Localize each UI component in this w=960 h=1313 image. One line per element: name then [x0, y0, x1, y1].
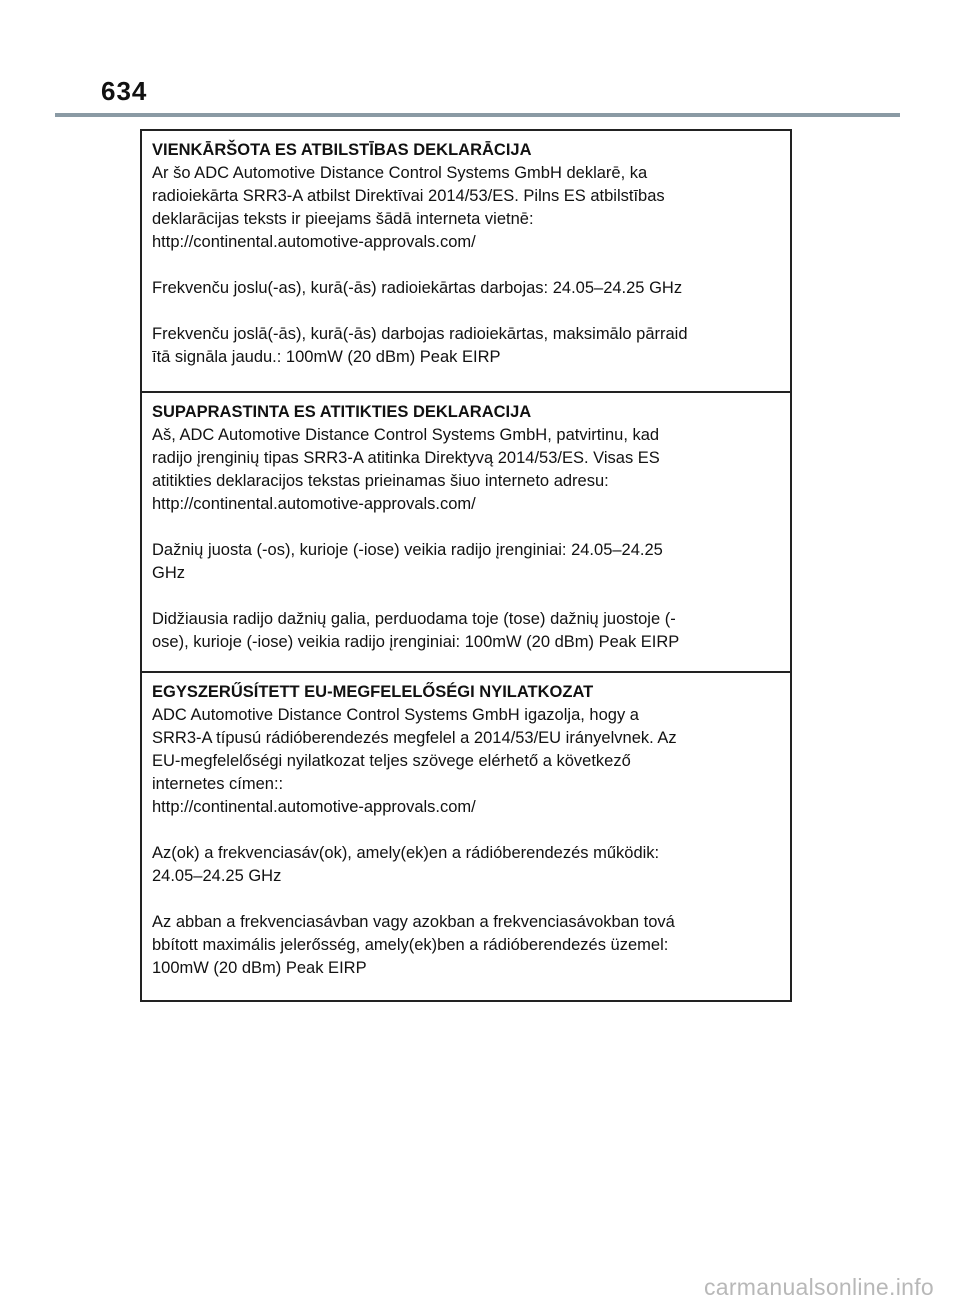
site-watermark: carmanualsonline.info — [703, 1274, 934, 1300]
declaration-latvian — [142, 131, 790, 393]
text-line: Frekvenču joslā(-ās), kurā(-ās) darbojas radioiekārtas, maksimālo pārraid — [152, 325, 688, 343]
text-line: Az(ok) a frekvenciasáv(ok), amely(ek)en a rádióberendezés működik: — [152, 844, 660, 862]
paragraph-frequency — [152, 842, 780, 888]
header-divider — [55, 113, 900, 117]
url-line: http://continental.automotive-approvals.com/ — [152, 233, 476, 251]
text-line: 100mW (20 dBm) Peak EIRP — [152, 959, 367, 977]
text-line: ītā signāla jaudu.: 100mW (20 dBm) Peak EIRP — [152, 348, 501, 366]
section-title: SUPAPRASTINTA ES ATITIKTIES DEKLARACIJA — [152, 403, 532, 421]
text-line: ose), kurioje (-iose) veikia radijo įrenginiai: 100mW (20 dBm) Peak EIRP — [152, 633, 680, 651]
section-title: EGYSZERŰSÍTETT EU-MEGFELELŐSÉGI NYILATKOZAT — [152, 683, 594, 701]
text-line: SRR3-A típusú rádióberendezés megfelel a 2014/53/EU irányelvnek. Az — [152, 729, 677, 747]
text-line: ADC Automotive Distance Control Systems GmbH igazolja, hogy a — [152, 706, 639, 724]
text-line: Ar šo ADC Automotive Distance Control Systems GmbH deklarē, ka — [152, 164, 648, 182]
paragraph-power — [152, 911, 780, 980]
text-line: Dažnių juosta (-os), kurioje (-iose) veikia radijo įrenginiai: 24.05–24.25 — [152, 541, 663, 559]
text-line: deklarācijas teksts ir pieejams šādā interneta vietnē: — [152, 210, 534, 228]
paragraph-power — [152, 323, 780, 369]
text-line: GHz — [152, 564, 185, 582]
text-line: Didžiausia radijo dažnių galia, perduodama toje (tose) dažnių juostoje (- — [152, 610, 676, 628]
text-line: Aš, ADC Automotive Distance Control Systems GmbH, patvirtinu, kad — [152, 426, 660, 444]
page-number: 634 — [101, 76, 148, 106]
url-line: http://continental.automotive-approvals.com/ — [152, 495, 476, 513]
declaration-lithuanian — [142, 393, 790, 673]
paragraph-frequency — [152, 277, 780, 300]
text-line: Frekvenču joslu(-as), kurā(-ās) radioiekārtas darbojas: 24.05–24.25 GHz — [152, 279, 683, 297]
text-line: EU-megfelelőségi nyilatkozat teljes szövege elérhető a következő — [152, 752, 631, 770]
url-line: http://continental.automotive-approvals.com/ — [152, 798, 476, 816]
text-line: Az abban a frekvenciasávban vagy azokban a frekvenciasávokban tová — [152, 913, 675, 931]
paragraph-frequency — [152, 539, 780, 585]
text-line: radioiekārta SRR3-A atbilst Direktīvai 2014/53/ES. Pilns ES atbilstības — [152, 187, 665, 205]
text-line: atitikties deklaracijos tekstas prieinamas šiuo interneto adresu: — [152, 472, 609, 490]
text-line: internetes címen:: — [152, 775, 284, 793]
text-line: 24.05–24.25 GHz — [152, 867, 282, 885]
paragraph-conformity — [152, 162, 780, 254]
paragraph-power — [152, 608, 780, 654]
paragraph-conformity — [152, 704, 780, 819]
text-line: radijo įrenginių tipas SRR3-A atitinka Direktyvą 2014/53/ES. Visas ES — [152, 449, 660, 467]
paragraph-conformity — [152, 424, 780, 516]
declaration-hungarian — [142, 673, 790, 1000]
section-title: VIENKĀRŠOTA ES ATBILSTĪBAS DEKLARĀCIJA — [152, 141, 532, 159]
declaration-table — [140, 129, 792, 1002]
text-line: bbított maximális jelerősség, amely(ek)ben a rádióberendezés üzemel: — [152, 936, 669, 954]
